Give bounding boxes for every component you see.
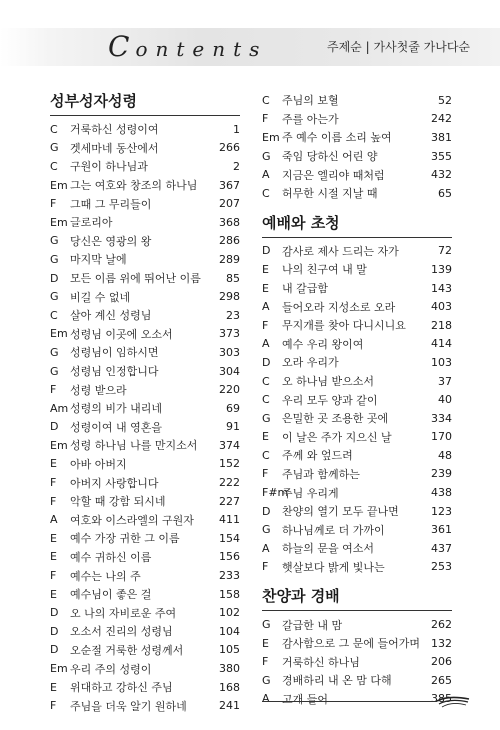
song-title: 지금은 엘리야 때처럼 <box>282 168 385 182</box>
song-page: 103 <box>431 355 452 369</box>
song-page: 242 <box>431 112 452 126</box>
title-initial: C <box>108 30 136 63</box>
right-column <box>262 91 452 708</box>
song-title: 오 하나님 받으소서 <box>282 375 375 389</box>
song-key: E <box>50 680 57 694</box>
song-page: 411 <box>219 513 240 527</box>
song-entry <box>50 473 240 492</box>
song-entry <box>50 436 240 455</box>
song-key: A <box>262 541 270 555</box>
song-title: 예수는 나의 주 <box>70 569 141 583</box>
song-key: A <box>262 692 270 706</box>
contents-title <box>108 30 267 63</box>
song-title: 예수 귀하신 이름 <box>70 550 152 564</box>
song-page: 156 <box>219 550 240 564</box>
song-page: 1 <box>233 122 240 136</box>
song-key: Am <box>50 401 69 415</box>
song-key: C <box>262 93 270 107</box>
song-key: F <box>262 112 269 126</box>
song-entry <box>50 157 240 176</box>
song-entry <box>262 165 452 184</box>
song-key: C <box>50 159 58 173</box>
song-entry <box>262 297 452 316</box>
song-key: F <box>262 655 269 669</box>
song-entry <box>50 399 240 418</box>
song-page: 303 <box>219 345 240 359</box>
song-entry <box>50 548 240 567</box>
song-title: 햇살보다 밝게 빛나는 <box>282 560 385 574</box>
song-entry <box>262 520 452 539</box>
song-key: E <box>262 262 269 276</box>
song-entry <box>50 566 240 585</box>
song-page: 403 <box>431 300 452 314</box>
song-entry <box>50 250 240 269</box>
song-page: 380 <box>219 662 240 676</box>
song-entry <box>262 409 452 428</box>
song-title: 글로리아 <box>70 216 113 230</box>
song-title: 마지막 날에 <box>70 253 127 267</box>
song-title: 아버지 사랑합니다 <box>70 476 159 490</box>
song-page: 123 <box>431 504 452 518</box>
song-key: E <box>50 457 57 471</box>
song-page: 220 <box>219 383 240 397</box>
song-key: G <box>50 345 59 359</box>
song-entry <box>50 120 240 139</box>
song-page: 367 <box>219 178 240 192</box>
song-key: D <box>262 504 271 518</box>
song-page: 218 <box>431 318 452 332</box>
song-key: D <box>50 420 59 434</box>
song-page: 207 <box>219 197 240 211</box>
song-key: E <box>262 281 269 295</box>
song-key: Em <box>50 215 68 229</box>
song-key: G <box>262 523 271 537</box>
song-title: 갈급한 내 맘 <box>282 618 343 632</box>
song-page: 65 <box>438 186 452 200</box>
song-key: D <box>50 624 59 638</box>
song-entry <box>50 696 240 715</box>
song-title: 성령이여 내 영혼을 <box>70 420 163 434</box>
song-title: 성령님이 임하시면 <box>70 346 159 360</box>
contents-subtitle: 주제순 | 가사첫줄 가나다순 <box>327 40 470 54</box>
song-entry <box>50 622 240 641</box>
song-title: 찬양의 열기 모두 끝나면 <box>282 505 399 519</box>
song-page: 154 <box>219 531 240 545</box>
song-entry <box>262 634 452 653</box>
song-page: 241 <box>219 699 240 713</box>
song-page: 265 <box>431 673 452 687</box>
song-entry <box>50 641 240 660</box>
song-page: 37 <box>438 374 452 388</box>
song-key: F <box>262 560 269 574</box>
song-key: F <box>262 467 269 481</box>
song-title: 하늘의 문을 여소서 <box>282 542 375 556</box>
song-title: 무지개를 찾아 다니시니요 <box>282 319 406 333</box>
song-key: E <box>50 531 57 545</box>
section-title-praise: 찬양과 경배 <box>262 586 452 611</box>
song-key: Em <box>50 327 68 341</box>
song-page: 381 <box>431 130 452 144</box>
song-title: 위대하고 강하신 주님 <box>70 681 173 695</box>
song-page: 266 <box>219 141 240 155</box>
song-entry <box>262 502 452 521</box>
song-entry <box>50 585 240 604</box>
song-title: 성령 받으라 <box>70 383 127 397</box>
song-key: F <box>50 699 57 713</box>
song-entry <box>262 242 452 261</box>
song-entry <box>262 316 452 335</box>
song-entry <box>50 529 240 548</box>
song-entry <box>50 362 240 381</box>
song-entry <box>262 671 452 690</box>
song-key: E <box>262 430 269 444</box>
section-title-trinity: 성부성자성령 <box>50 91 240 116</box>
song-entry <box>50 287 240 306</box>
song-key: G <box>50 364 59 378</box>
song-key: D <box>50 271 59 285</box>
song-title: 허무한 시절 지날 때 <box>282 187 378 201</box>
song-page: 152 <box>219 457 240 471</box>
song-entry <box>262 483 452 502</box>
song-title: 여호와 이스라엘의 구원자 <box>70 513 194 527</box>
song-entry <box>262 184 452 203</box>
song-page: 437 <box>431 541 452 555</box>
song-title: 성령님 이곳에 오소서 <box>70 327 173 341</box>
song-title: 예수님이 좋은 걸 <box>70 588 152 602</box>
song-entry <box>50 510 240 529</box>
song-key: C <box>262 186 270 200</box>
song-entry <box>262 128 452 147</box>
song-key: Em <box>50 438 68 452</box>
song-title: 내 갈급함 <box>282 282 329 296</box>
song-page: 334 <box>431 411 452 425</box>
song-entry <box>262 558 452 577</box>
song-title: 주를 아는가 <box>282 112 339 126</box>
song-page: 48 <box>438 448 452 462</box>
song-page: 40 <box>438 393 452 407</box>
song-title: 성령님 인정합니다 <box>70 365 159 379</box>
song-title: 예수 우리 왕이여 <box>282 337 364 351</box>
song-key: G <box>262 149 271 163</box>
song-title: 우리 주의 성령이 <box>70 662 152 676</box>
song-entry <box>262 615 452 634</box>
song-title: 비길 수 없네 <box>70 290 131 304</box>
left-column <box>50 91 240 715</box>
song-entry <box>262 465 452 484</box>
song-page: 105 <box>219 643 240 657</box>
song-title: 은밀한 곳 조용한 곳에 <box>282 412 389 426</box>
song-title: 악할 때 강함 되시네 <box>70 495 166 509</box>
song-entry <box>262 335 452 354</box>
song-entry <box>262 147 452 166</box>
song-entry <box>50 343 240 362</box>
song-entry <box>262 428 452 447</box>
song-entry <box>50 603 240 622</box>
song-entry <box>50 232 240 251</box>
song-title: 주께 와 엎드려 <box>282 449 353 463</box>
song-key: F <box>50 383 57 397</box>
song-page: 170 <box>431 430 452 444</box>
song-entry <box>262 353 452 372</box>
song-page: 52 <box>438 93 452 107</box>
song-key: F <box>50 569 57 583</box>
song-key: A <box>262 168 270 182</box>
song-title: 거룩하신 하나님 <box>282 655 360 669</box>
page-header <box>0 28 500 66</box>
song-page: 373 <box>219 327 240 341</box>
song-key: C <box>262 448 270 462</box>
song-entry <box>50 325 240 344</box>
song-page: 139 <box>431 262 452 276</box>
song-key: G <box>262 673 271 687</box>
song-title: 경배하리 내 온 맘 다해 <box>282 674 392 688</box>
song-title: 오라 우리가 <box>282 356 339 370</box>
song-entry <box>50 176 240 195</box>
praise-list <box>262 615 452 708</box>
song-key: A <box>262 300 270 314</box>
song-key: E <box>262 636 269 650</box>
song-key: E <box>50 587 57 601</box>
song-page: 168 <box>219 680 240 694</box>
song-key: D <box>50 643 59 657</box>
song-page: 374 <box>219 438 240 452</box>
song-key: C <box>50 308 58 322</box>
song-title: 주님 우리게 <box>282 486 339 500</box>
song-title: 감사로 제사 드리는 자가 <box>282 244 399 258</box>
song-entry <box>262 260 452 279</box>
song-key: G <box>50 252 59 266</box>
song-page: 289 <box>219 252 240 266</box>
song-key: F <box>50 494 57 508</box>
song-entry <box>262 372 452 391</box>
song-key: G <box>262 411 271 425</box>
song-page: 72 <box>438 244 452 258</box>
song-entry <box>262 91 452 110</box>
song-key: D <box>50 606 59 620</box>
song-page: 143 <box>431 281 452 295</box>
song-entry <box>50 455 240 474</box>
song-title: 주님을 더욱 알기 원하네 <box>70 699 187 713</box>
song-title: 오소서 진리의 성령님 <box>70 625 173 639</box>
song-title: 오 나의 자비로운 주여 <box>70 606 177 620</box>
song-title: 고개 들어 <box>282 692 329 706</box>
song-title: 성령 하나님 나를 만지소서 <box>70 439 198 453</box>
song-page: 385 <box>431 692 452 706</box>
song-title: 그는 여호와 창조의 하나님 <box>70 179 198 193</box>
title-rest: ontents <box>135 37 268 61</box>
song-key: G <box>50 290 59 304</box>
song-title: 우리 모두 양과 같이 <box>282 393 378 407</box>
song-page: 158 <box>219 587 240 601</box>
song-title: 주님의 보혈 <box>282 94 339 108</box>
trinity-list-continued <box>262 91 452 203</box>
song-key: G <box>50 141 59 155</box>
song-entry <box>262 446 452 465</box>
song-page: 102 <box>219 606 240 620</box>
song-entry <box>50 213 240 232</box>
song-entry <box>262 539 452 558</box>
song-page: 239 <box>431 467 452 481</box>
song-key: F <box>262 318 269 332</box>
song-key: F <box>50 476 57 490</box>
song-entry <box>50 139 240 158</box>
song-title: 그때 그 무리들이 <box>70 197 152 211</box>
song-page: 69 <box>226 401 240 415</box>
song-page: 222 <box>219 476 240 490</box>
song-key: C <box>262 374 270 388</box>
song-entry <box>50 678 240 697</box>
song-key: F <box>50 197 57 211</box>
song-page: 368 <box>219 215 240 229</box>
song-title: 거룩하신 성령이여 <box>70 123 159 137</box>
song-page: 91 <box>226 420 240 434</box>
song-page: 262 <box>431 618 452 632</box>
song-key: F#m <box>262 486 289 500</box>
song-page: 132 <box>431 636 452 650</box>
song-page: 438 <box>431 486 452 500</box>
song-title: 주님과 함께하는 <box>282 467 360 481</box>
song-title: 예수 가장 귀한 그 이름 <box>70 532 180 546</box>
song-entry <box>262 110 452 129</box>
song-key: E <box>50 550 57 564</box>
song-entry <box>50 380 240 399</box>
song-entry <box>50 306 240 325</box>
song-page: 23 <box>226 308 240 322</box>
song-entry <box>50 194 240 213</box>
song-page: 85 <box>226 271 240 285</box>
song-page: 233 <box>219 569 240 583</box>
song-page: 304 <box>219 364 240 378</box>
song-key: A <box>262 337 270 351</box>
song-page: 2 <box>233 159 240 173</box>
song-title: 이 날은 주가 지으신 날 <box>282 430 392 444</box>
song-page: 253 <box>431 560 452 574</box>
song-title: 모든 이름 위에 뛰어난 이름 <box>70 272 201 286</box>
song-key: G <box>262 618 271 632</box>
song-title: 당신은 영광의 왕 <box>70 234 152 248</box>
song-title: 오순절 거룩한 성령께서 <box>70 643 184 657</box>
song-title: 성령의 비가 내리네 <box>70 402 163 416</box>
song-title: 살아 계신 성령님 <box>70 309 152 323</box>
song-key: A <box>50 513 58 527</box>
worship-list <box>262 242 452 577</box>
song-page: 361 <box>431 523 452 537</box>
song-key: Em <box>50 178 68 192</box>
song-page: 104 <box>219 624 240 638</box>
song-entry <box>262 690 452 709</box>
song-page: 298 <box>219 290 240 304</box>
bottom-rule <box>262 701 437 702</box>
song-key: C <box>50 122 58 136</box>
song-title: 하나님께로 더 가까이 <box>282 523 385 537</box>
song-key: Em <box>262 130 280 144</box>
song-title: 겟세마네 동산에서 <box>70 141 159 155</box>
song-title: 들어오라 지성소로 오라 <box>282 300 396 314</box>
song-page: 432 <box>431 168 452 182</box>
trinity-list <box>50 120 240 715</box>
song-title: 아바 아버지 <box>70 457 127 471</box>
song-page: 355 <box>431 149 452 163</box>
song-title: 감사함으로 그 문에 들어가며 <box>282 637 421 651</box>
song-entry <box>262 652 452 671</box>
song-title: 주 예수 이름 소리 높여 <box>282 131 392 145</box>
song-entry <box>50 492 240 511</box>
song-key: Em <box>50 662 68 676</box>
song-title: 구원이 하나님과 <box>70 160 148 174</box>
song-key: D <box>262 355 271 369</box>
song-key: D <box>262 244 271 258</box>
song-page: 286 <box>219 234 240 248</box>
song-entry <box>50 659 240 678</box>
song-key: G <box>50 234 59 248</box>
song-entry <box>262 390 452 409</box>
song-entry <box>50 269 240 288</box>
song-key: C <box>262 393 270 407</box>
song-title: 나의 친구여 내 말 <box>282 263 367 277</box>
song-entry <box>50 418 240 437</box>
song-page: 206 <box>431 655 452 669</box>
song-page: 227 <box>219 494 240 508</box>
song-title: 죽임 당하신 어린 양 <box>282 150 378 164</box>
ornament-icon <box>436 694 470 708</box>
section-title-worship: 예배와 초청 <box>262 213 452 238</box>
song-entry <box>262 279 452 298</box>
song-page: 414 <box>431 337 452 351</box>
